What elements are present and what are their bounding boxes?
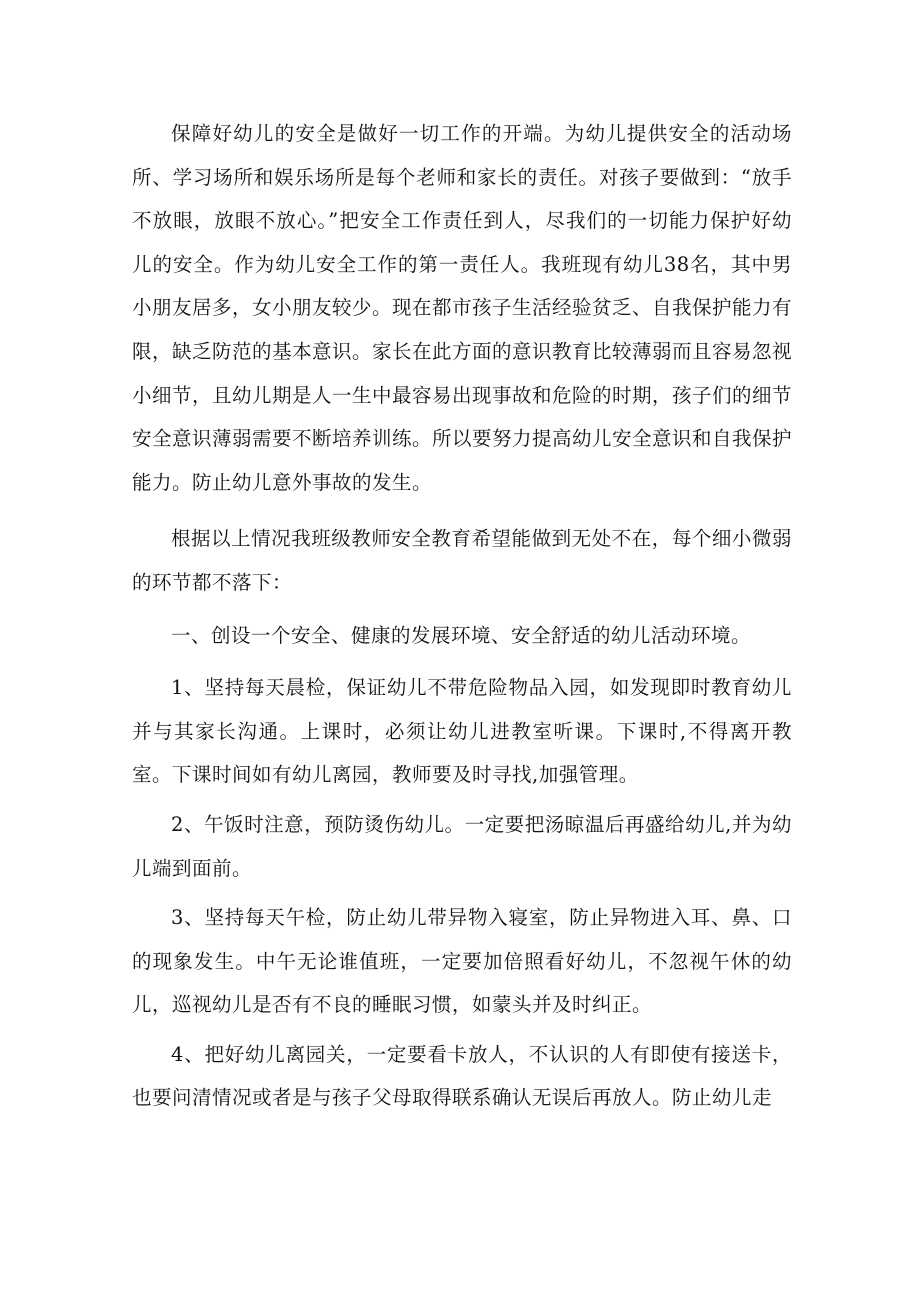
paragraph-item-3: 3、坚持每天午检，防止幼儿带异物入寝室，防止异物进入耳、鼻、口的现象发生。中午无论谁值班，一定要加倍照看好幼儿，不忽视午休的幼儿，巡视幼儿是否有不良的睡眠习惯，如蒙头并及时纠正。	[132, 906, 792, 1017]
paragraph-section-heading: 一、创设一个安全、健康的发展环境、安全舒适的幼儿活动环境。	[171, 623, 752, 647]
paragraph-situation: 根据以上情况我班级教师安全教育希望能做到无处不在，每个细小微弱的环节都不落下：	[132, 527, 792, 594]
paragraph-item-1: 1、坚持每天晨检，保证幼儿不带危险物品入园，如发现即时教育幼儿并与其家长沟通。上课时，必须让幼儿进教室听课。下课时,不得离开教室。下课时间如有幼儿离园，教师要及时寻找,加强管理。	[132, 676, 792, 787]
paragraph-intro: 保障好幼儿的安全是做好一切工作的开端。为幼儿提供安全的活动场所、学习场所和娱乐场所是每个老师和家长的责任。对孩子要做到：“放手不放眼，放眼不放心。”把安全工作责任到人，尽我们的一切能力保护好幼儿的安全。作为幼儿安全工作的第一责任人。我班现有幼儿38名，其中男小朋友居多，女小朋友较少。现在都市孩子生活经验贫乏、自我保护能力有限，缺乏防范的基本意识。家长在此方面的意识教育比较薄弱而且容易忽视小细节，且幼儿期是人一生中最容易出现事故和危险的时期，孩子们的细节安全意识薄弱需要不断培养训练。所以要努力提高幼儿安全意识和自我保护能力。防止幼儿意外事故的发生。	[132, 122, 793, 494]
document-body	[132, 112, 792, 1120]
paragraph-item-2: 2、午饭时注意，预防烫伤幼儿。一定要把汤晾温后再盛给幼儿,并为幼儿端到面前。	[132, 812, 792, 880]
paragraph-item-4: 4、把好幼儿离园关，一定要看卡放人，不认识的人有即使有接送卡，也要问清情况或者是与孩子父母取得联系确认无误后再放人。防止幼儿走	[132, 1042, 792, 1110]
